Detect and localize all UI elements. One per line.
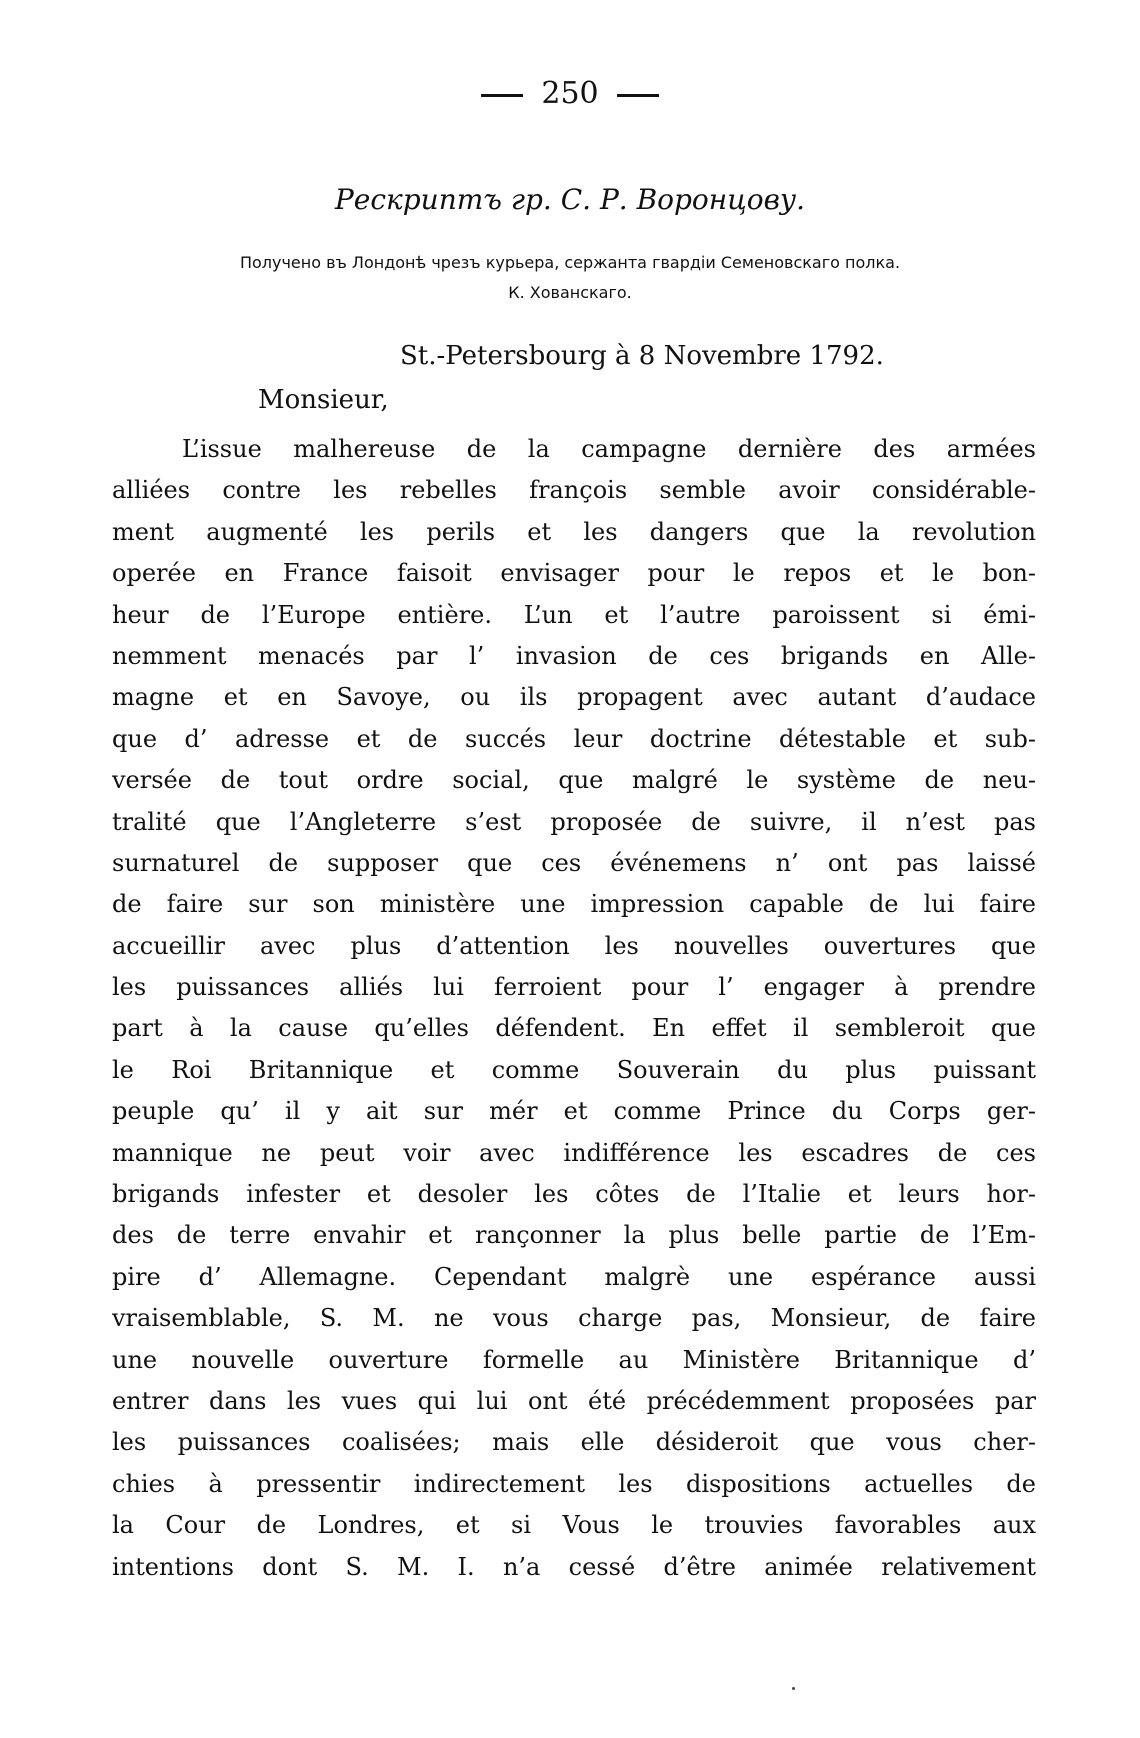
dash-left bbox=[481, 94, 523, 97]
body-line: surnaturel de supposer que ces événemens n’ ont pas laissé bbox=[112, 848, 1036, 877]
body-line: de faire sur son ministère une impression capable de lui faire bbox=[112, 890, 1036, 919]
body-line: une nouvelle ouverture formelle au Ministère Britannique d’ bbox=[112, 1345, 1036, 1374]
letter-body bbox=[112, 429, 1036, 1588]
body-line: la Cour de Londres, et si Vous le trouvies favorables aux bbox=[112, 1511, 1036, 1540]
body-line: le Roi Britannique et comme Souverain du plus puissant bbox=[112, 1055, 1036, 1084]
page-number bbox=[0, 74, 1140, 114]
body-line: magne et en Savoye, ou ils propagent avec autant d’audace bbox=[112, 683, 1036, 712]
body-line: L’issue malhereuse de la campagne dernière des armées bbox=[182, 435, 1036, 463]
delivery-note bbox=[110, 248, 1030, 308]
body-line: operée en France faisoit envisager pour le repos et le bon- bbox=[112, 559, 1036, 588]
body-line: nemment menacés par l’ invasion de ces brigands en Alle- bbox=[112, 641, 1036, 670]
dateline: St.-Petersbourg à 8 Novembre 1792. bbox=[400, 341, 884, 371]
page-number-text: 250 bbox=[541, 76, 599, 111]
body-line: que d’ adresse et de succés leur doctrine détestable et sub- bbox=[112, 724, 1036, 753]
body-line: versée de tout ordre social, que malgré le système de neu- bbox=[112, 766, 1036, 795]
body-line: chies à pressentir indirectement les dispositions actuelles de bbox=[112, 1469, 1036, 1498]
body-line: heur de l’Europe entière. L’un et l’autre paroissent si émi- bbox=[112, 600, 1036, 629]
body-line: peuple qu’ il y ait sur mér et comme Prince du Corps ger- bbox=[112, 1097, 1036, 1126]
body-line: brigands infester et desoler les côtes de l’Italie et leurs hor- bbox=[112, 1180, 1036, 1209]
body-line: part à la cause qu’elles défendent. En effet il sembleroit que bbox=[112, 1014, 1036, 1043]
scan-speck bbox=[792, 1687, 795, 1690]
dash-right bbox=[617, 94, 659, 97]
delivery-note-line: Получено въ Лондонѣ чрезъ курьера, сержанта гвардіи Семеновскаго полка. bbox=[239, 253, 901, 272]
body-line: les puissances coalisées; mais elle désideroit que vous cher- bbox=[112, 1428, 1036, 1457]
document-heading: Рескриптъ гр. С. Р. Воронцову. bbox=[334, 183, 806, 216]
delivery-note-line: К. Хованскаго. bbox=[508, 283, 632, 302]
body-line: alliées contre les rebelles françois semble avoir considérable- bbox=[112, 476, 1036, 505]
body-line: mannique ne peut voir avec indifférence les escadres de ces bbox=[112, 1138, 1036, 1167]
body-line: des de terre envahir et rançonner la plus belle partie de l’Em- bbox=[112, 1221, 1036, 1250]
body-line: tralité que l’Angleterre s’est proposée de suivre, il n’est pas bbox=[112, 807, 1036, 836]
body-line: vraisemblable, S. M. ne vous charge pas, Monsieur, de faire bbox=[112, 1304, 1036, 1333]
body-line: ment augmenté les perils et les dangers que la revolution bbox=[112, 517, 1036, 546]
body-line: accueillir avec plus d’attention les nouvelles ouvertures que bbox=[112, 931, 1036, 960]
body-line: intentions dont S. M. I. n’a cessé d’être animée relativement bbox=[112, 1552, 1036, 1581]
body-line: entrer dans les vues qui lui ont été précédemment proposées par bbox=[112, 1386, 1036, 1415]
body-line: les puissances alliés lui ferroient pour l’ engager à prendre bbox=[112, 973, 1036, 1002]
salutation: Monsieur, bbox=[258, 385, 389, 415]
body-line: pire d’ Allemagne. Cependant malgrè une espérance aussi bbox=[112, 1262, 1036, 1291]
